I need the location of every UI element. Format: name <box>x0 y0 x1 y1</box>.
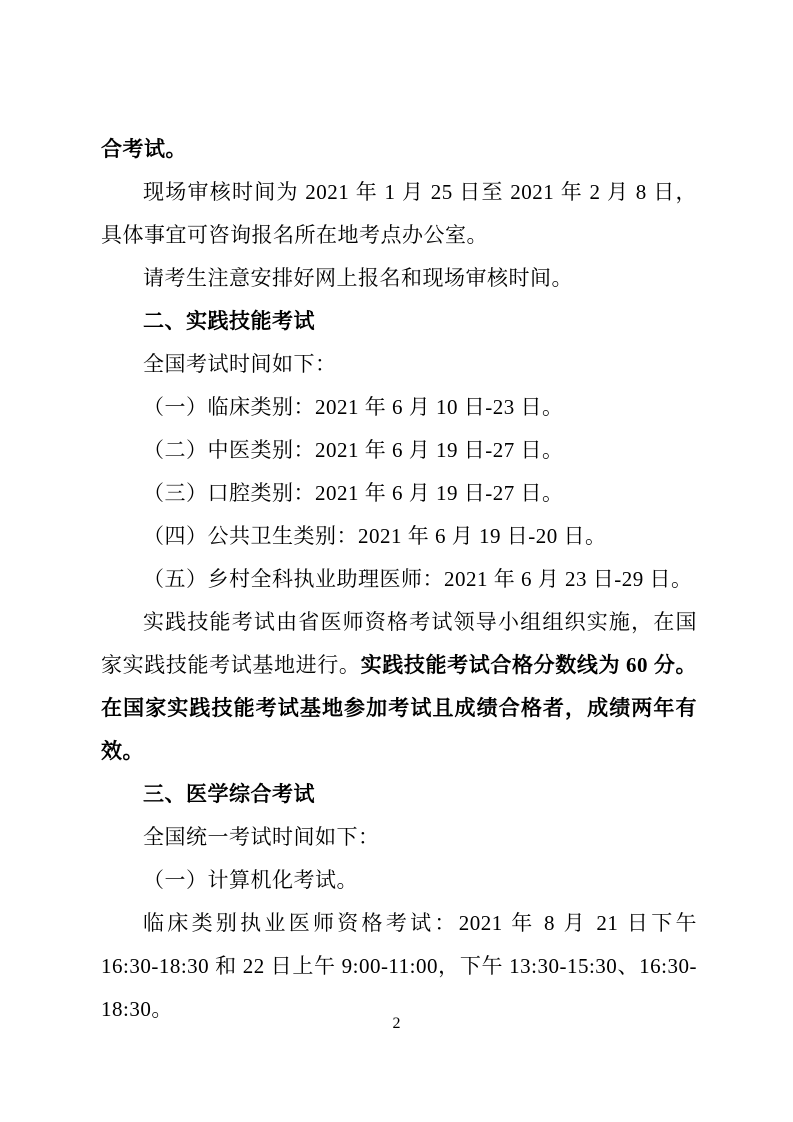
document-body <box>101 128 697 1031</box>
para-onsite-review-time-text: 现场审核时间为 2021 年 1 月 25 日至 2021 年 2 月 8 日，具体事宜可咨询报名所在地考点办公室。 <box>101 180 697 247</box>
list-item-2-tcm-category-text: （二）中医类别：2021 年 6 月 19 日-27 日。 <box>143 438 564 462</box>
list-item-1-clinical-category-text: （一）临床类别：2021 年 6 月 10 日-23 日。 <box>143 395 564 419</box>
para-practical-skills-exam-details <box>101 601 697 773</box>
para-national-exam-time-intro-text: 全国考试时间如下： <box>143 352 337 376</box>
heading-section-3-medical-comprehensive-exam-text: 三、医学综合考试 <box>143 782 315 806</box>
para-continuation-heading-text: 合考试。 <box>101 137 187 161</box>
para-national-unified-exam-time-intro <box>101 816 697 859</box>
list-item-3-dental-category-text: （三）口腔类别：2021 年 6 月 19 日-27 日。 <box>143 481 564 505</box>
list-item-1-computerized-exam-text: （一）计算机化考试。 <box>143 868 358 892</box>
para-clinical-licensed-physician-schedule <box>101 902 697 1031</box>
para-national-exam-time-intro <box>101 343 697 386</box>
heading-section-3-medical-comprehensive-exam <box>101 773 697 816</box>
list-item-3-dental-category <box>101 472 697 515</box>
heading-section-2-practical-skills-exam <box>101 300 697 343</box>
list-item-4-public-health-category-text: （四）公共卫生类别：2021 年 6 月 19 日-20 日。 <box>143 524 607 548</box>
list-item-5-rural-assistant-physician-text: （五）乡村全科执业助理医师：2021 年 6 月 23 日-29 日。 <box>143 567 693 591</box>
page-footer <box>0 1014 793 1034</box>
list-item-1-clinical-category <box>101 386 697 429</box>
list-item-2-tcm-category <box>101 429 697 472</box>
para-onsite-review-time <box>101 171 697 257</box>
para-candidate-reminder <box>101 257 697 300</box>
list-item-1-computerized-exam <box>101 859 697 902</box>
heading-section-2-practical-skills-exam-text: 二、实践技能考试 <box>143 309 315 333</box>
para-continuation-heading <box>101 128 697 171</box>
para-national-unified-exam-time-intro-text: 全国统一考试时间如下： <box>143 825 380 849</box>
para-candidate-reminder-text: 请考生注意安排好网上报名和现场审核时间。 <box>143 266 573 290</box>
para-practical-skills-exam-details-text: 实践技能考试合格分数线为 60 分。在国家实践技能考试基地参加考试且成绩合格者，成绩两年有效。 <box>101 653 698 763</box>
list-item-5-rural-assistant-physician <box>101 558 697 601</box>
list-item-4-public-health-category <box>101 515 697 558</box>
page-number: 2 <box>392 1015 401 1032</box>
para-practical-skills-exam-details-text: 实践技能考试由省医师资格考试领导小组组织实施，在国家实践技能考试基地进行。 <box>101 610 697 677</box>
para-clinical-licensed-physician-schedule-text: 临床类别执业医师资格考试：2021 年 8 月 21 日下午 16:30-18:30 和 22 日上午 9:00-11:00，下午 13:30-15:30、16:30-18:30。 <box>101 911 697 1021</box>
